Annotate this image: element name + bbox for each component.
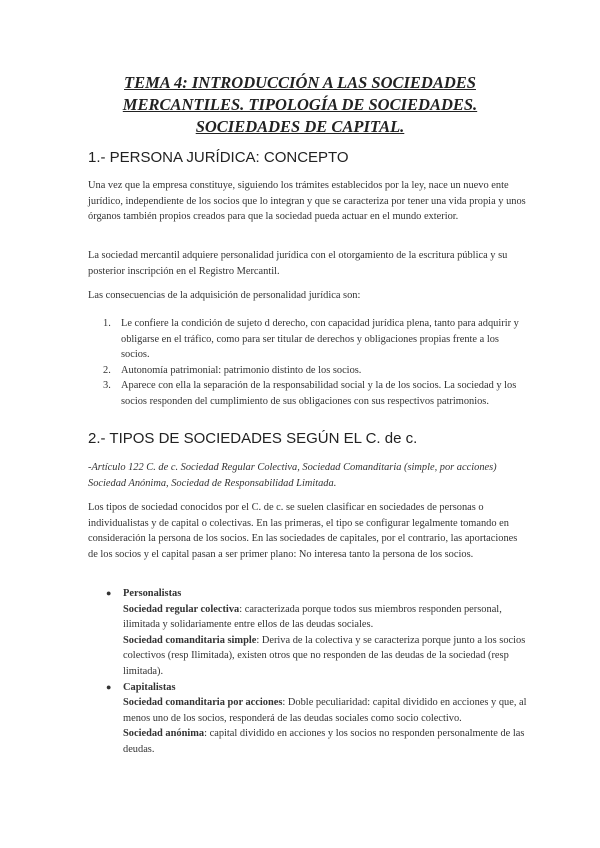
definition-term: Sociedad comanditaria por acciones [123, 697, 283, 709]
definition [123, 602, 528, 633]
title-line-3: SOCIEDADES DE CAPITAL. [195, 117, 405, 136]
article-reference: -Artículo 122 C. de c. Sociedad Regular Colectiva, Sociedad Comanditaria (simple, por acciones) Sociedad Anónima, Sociedad de Responsabilidad Limitada. [88, 462, 497, 489]
section-1-paragraph-3: Las consecuencias de la adquisición de personalidad jurídica son: [88, 290, 361, 301]
list-item: 1. Le confiere la condición de sujeto d derecho, con capacidad jurídica plena, tanto para adquirir y obligarse en el tráfico, como para ser titular de derechos y obligaciones propias frente a los socios. [103, 318, 519, 361]
section-1-paragraph-2: La sociedad mercantil adquiere personalidad jurídica con el otorgamiento de la escritura pública y su posterior inscripción en el Registro Mercantil. [88, 250, 508, 277]
title-line-1: TEMA 4: INTRODUCCIÓN A LAS SOCIEDADES [124, 73, 476, 92]
definition-term: Sociedad anónima [123, 728, 205, 740]
list-item-text: Autonomía patrimonial: patrimonio distinto de los socios. [121, 364, 362, 376]
bullet-icon: ● [106, 588, 112, 598]
category-heading: Personalistas [123, 588, 182, 599]
list-item-text: Aparece con ella la separación de la responsabilidad social y la de los socios. La sociedad y los socios responden del cumplimiento de sus obligaciones con sus respectivos patrimonios. [121, 380, 517, 407]
company-types-list [88, 586, 528, 758]
definition [123, 695, 528, 726]
definition-term: Sociedad regular colectiva [123, 603, 240, 615]
consequences-list [88, 316, 528, 410]
list-item [88, 680, 528, 758]
definition-text: : caracterizada porque todos sus miembros responden personal, ilimitada y solidariamente entre ellos de las deudas sociales. [123, 603, 502, 631]
definition [123, 633, 528, 680]
section-2-heading: 2.- TIPOS DE SOCIEDADES SEGÚN EL C. de c. [88, 430, 418, 447]
title-line-2: MERCANTILES. TIPOLOGÍA DE SOCIEDADES. [122, 95, 478, 114]
list-item [88, 586, 528, 680]
list-item-text: Le confiere la condición de sujeto d derecho, con capacidad jurídica plena, tanto para adquirir y obligarse en el tráfico, como para ser titular de derechos y obligaciones propias frente a los socios. [121, 318, 519, 361]
list-item: 2. Autonomía patrimonial: patrimonio distinto de los socios. [103, 364, 362, 376]
section-1-paragraph-1: Una vez que la empresa constituye, siguiendo los trámites establecidos por la ley, nace un nuevo ente jurídico, independiente de los socios que lo integran y que se caracteriza por tener una vida propia y unos órganos también propios creados para que la sociedad pueda actuar en el mundo exterior. [88, 180, 526, 223]
definition-text: : Doble peculiaridad: capital dividido en acciones y que, al menos uno de los socios, responderá de las deudas sociales como socio colectivo. [123, 697, 527, 724]
section-2-paragraph-1: Los tipos de sociedad conocidos por el C. de c. se suelen clasificar en sociedades de personas o individualistas y de capital o colectivas. En las primeras, el tipo se configurar legalmente tomando en consideración la persona de los socios. En las sociedades de capitales, por el contrario, las aportaciones de los socios y el capital pasan a ser primer plano: No interesa tanto la persona de los socios. [88, 502, 518, 560]
definition [123, 726, 528, 757]
definition-text: : capital dividido en acciones y los socios no responden personalmente de las deudas. [123, 728, 525, 755]
category-heading: Capitalistas [123, 681, 176, 693]
document-title [90, 72, 510, 138]
section-1-heading: 1.- PERSONA JURÍDICA: CONCEPTO [88, 149, 349, 166]
definition-term: Sociedad comanditaria simple [123, 634, 257, 646]
bullet-icon: ● [106, 681, 112, 692]
list-item: 3. Aparece con ella la separación de la responsabilidad social y la de los socios. La sociedad y los socios responden del cumplimiento de sus obligaciones con sus respectivos patrimonios. [103, 380, 517, 407]
definition-text: : Deriva de la colectiva y se caracteriza porque junto a los socios colectivos (resp Ilimitada), existen otros que no responden de las deudas de la sociedad (resp limitada). [123, 634, 526, 677]
